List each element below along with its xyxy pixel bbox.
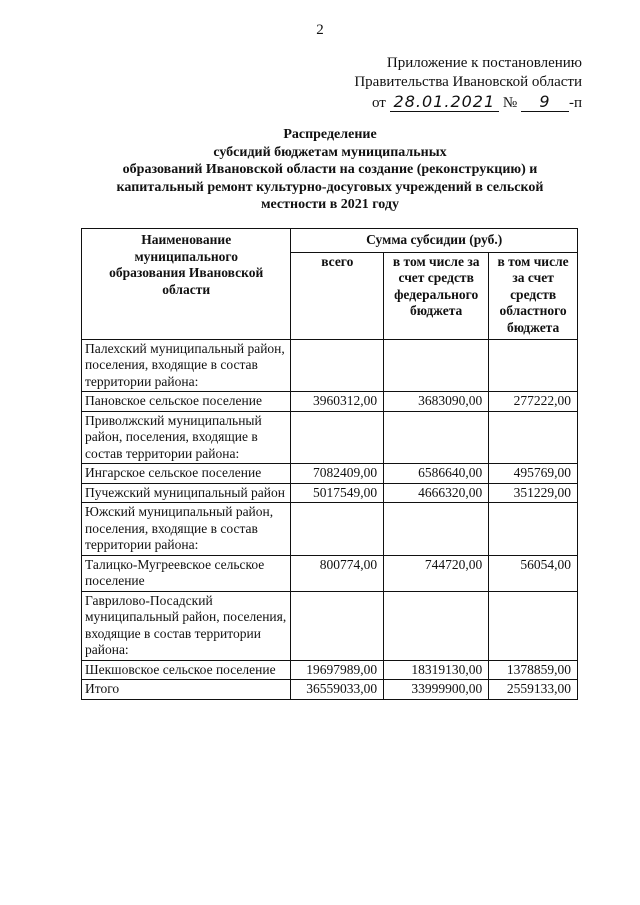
- municipality-cell: Палехский муниципальный район, поселения, входящие в состав территории района:: [82, 339, 291, 392]
- total-cell: 7082409,00: [291, 464, 384, 484]
- federal-cell: 3683090,00: [384, 392, 489, 412]
- document-title: [80, 126, 580, 214]
- federal-cell: 33999900,00: [384, 680, 489, 700]
- appendix-block: [354, 54, 582, 113]
- regional-cell: 56054,00: [489, 555, 578, 591]
- total-cell: 3960312,00: [291, 392, 384, 412]
- header-row-1: [82, 229, 578, 253]
- title-line-4: капитальный ремонт культурно-досуговых учреждений в сельской: [116, 179, 544, 195]
- table-row: [82, 392, 578, 412]
- federal-cell: 6586640,00: [384, 464, 489, 484]
- header-regional: в том числе за счет средств областного бюджета: [489, 252, 578, 339]
- total-cell: 19697989,00: [291, 660, 384, 680]
- total-cell: [291, 591, 384, 660]
- municipality-cell: Приволжский муниципальный район, поселения, входящие в состав территории района:: [82, 411, 291, 464]
- regional-cell: 495769,00: [489, 464, 578, 484]
- municipality-cell: Ингарское сельское поселение: [82, 464, 291, 484]
- regional-cell: 351229,00: [489, 483, 578, 503]
- table-row: [82, 591, 578, 660]
- municipality-cell: Итого: [82, 680, 291, 700]
- handwritten-number: 9: [521, 92, 569, 112]
- total-cell: 800774,00: [291, 555, 384, 591]
- total-cell: 5017549,00: [291, 483, 384, 503]
- page-number: 2: [316, 22, 324, 38]
- municipality-cell: Гаврилово-Посадский муниципальный район, поселения, входящие в состав территории района:: [82, 591, 291, 660]
- table-row: [82, 339, 578, 392]
- header-municipality: Наименование муниципального образования Ивановской области: [82, 229, 291, 340]
- federal-cell: [384, 591, 489, 660]
- municipality-cell: Пучежский муниципальный район: [82, 483, 291, 503]
- appendix-date-line: [354, 92, 582, 113]
- regional-cell: 1378859,00: [489, 660, 578, 680]
- handwritten-date: 28.01.2021: [390, 92, 500, 112]
- table-row: [82, 680, 578, 700]
- total-cell: 36559033,00: [291, 680, 384, 700]
- appendix-line-2: Правительства Ивановской области: [354, 74, 582, 90]
- total-cell: [291, 339, 384, 392]
- table-row: [82, 483, 578, 503]
- federal-cell: [384, 339, 489, 392]
- table-row: [82, 503, 578, 556]
- number-prefix: №: [502, 95, 518, 111]
- title-line-2: субсидий бюджетам муниципальных: [213, 144, 447, 160]
- number-suffix: -п: [568, 95, 582, 111]
- table-row: [82, 464, 578, 484]
- regional-cell: [489, 339, 578, 392]
- table-body: [82, 339, 578, 699]
- municipality-cell: Талицко-Мугреевское сельское поселение: [82, 555, 291, 591]
- regional-cell: [489, 411, 578, 464]
- table-row: [82, 660, 578, 680]
- total-cell: [291, 411, 384, 464]
- header-federal: в том числе за счет средств федерального бюджета: [384, 252, 489, 339]
- header-subsidy-sum: Сумма субсидии (руб.): [291, 229, 578, 253]
- municipality-cell: Шекшовское сельское поселение: [82, 660, 291, 680]
- federal-cell: [384, 411, 489, 464]
- federal-cell: 4666320,00: [384, 483, 489, 503]
- regional-cell: 277222,00: [489, 392, 578, 412]
- regional-cell: [489, 591, 578, 660]
- appendix-line-1: Приложение к постановлению: [386, 55, 582, 71]
- regional-cell: 2559133,00: [489, 680, 578, 700]
- municipality-cell: Пановское сельское поселение: [82, 392, 291, 412]
- municipality-cell: Южский муниципальный район, поселения, входящие в состав территории района:: [82, 503, 291, 556]
- table-row: [82, 411, 578, 464]
- federal-cell: 18319130,00: [384, 660, 489, 680]
- total-cell: [291, 503, 384, 556]
- federal-cell: [384, 503, 489, 556]
- header-total: всего: [291, 252, 384, 339]
- title-line-3: образований Ивановской области на создание (реконструкцию) и: [122, 162, 538, 177]
- federal-cell: 744720,00: [384, 555, 489, 591]
- subsidy-table: [81, 228, 578, 700]
- title-line-5: местности в 2021 году: [261, 197, 399, 212]
- regional-cell: [489, 503, 578, 556]
- table-row: [82, 555, 578, 591]
- title-line-1: Распределение: [283, 127, 377, 142]
- date-prefix: от: [371, 95, 386, 111]
